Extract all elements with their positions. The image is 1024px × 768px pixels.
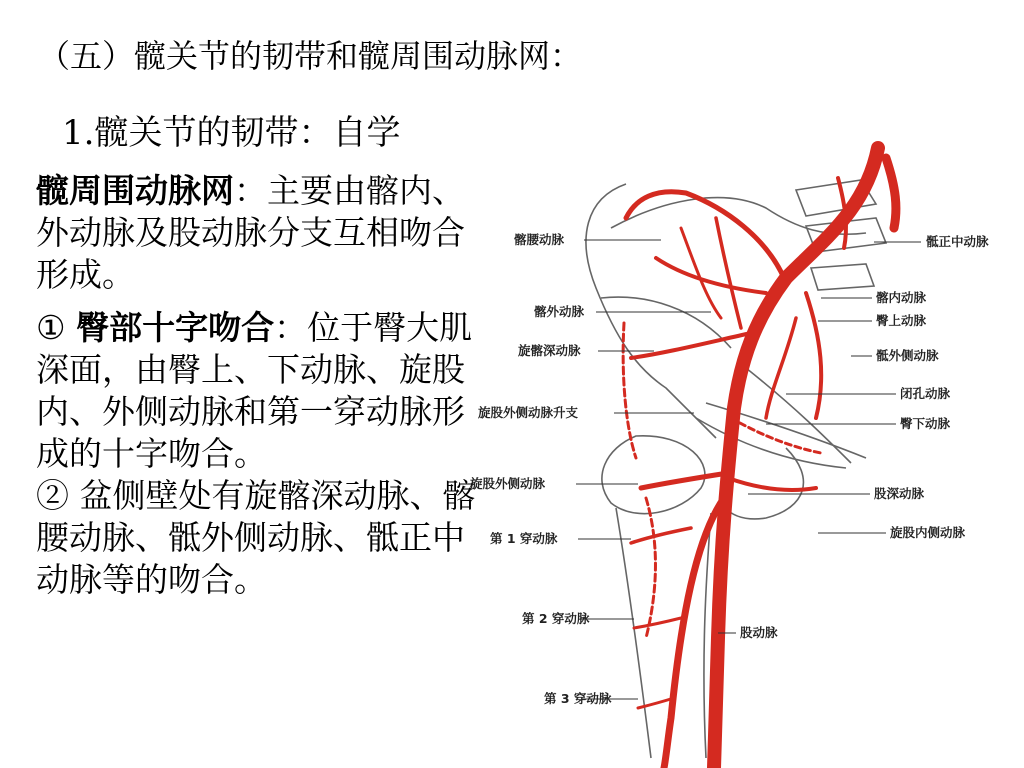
network-paragraph (36, 170, 478, 296)
slide-subtitle: 1.髋关节的韧带：自学 (62, 113, 401, 153)
sacrum-segment-2 (811, 264, 874, 290)
iliac-crest-outline (586, 184, 716, 438)
slide-title: （五）髋关节的韧带和髋周围动脉网： (38, 37, 583, 75)
femoral-head-outline (602, 436, 705, 514)
label-perforating-3: 第 3 穿动脉 (544, 691, 612, 706)
label-superior-gluteal: 臀上动脉 (876, 313, 927, 328)
label-internal-iliac: 髂内动脉 (876, 290, 927, 305)
label-lateral-circumflex: 旋股外侧动脉 (470, 476, 546, 491)
label-perforating-2: 第 2 穿动脉 (522, 611, 590, 626)
bone-outlines (586, 180, 886, 758)
network-colon: ： (234, 171, 267, 210)
ligament-line-2 (696, 418, 846, 468)
item2-marker: ② (36, 476, 69, 515)
item2-paragraph (36, 475, 478, 601)
label-lateral-circumflex-ascending: 旋股外侧动脉升支 (478, 405, 579, 420)
network-text: 主要由髂内、外动脉及股动脉分支互相吻合形成。 (36, 171, 465, 294)
item1-marker: ① (36, 308, 66, 347)
item1-colon: ： (274, 308, 308, 347)
superior-gluteal-branch (806, 293, 821, 418)
label-inferior-gluteal: 臀下动脉 (900, 416, 951, 431)
label-femoral: 股动脉 (740, 625, 778, 640)
arteries (623, 148, 896, 768)
item2-text: 盆侧壁处有旋髂深动脉、髂腰动脉、骶外侧动脉、骶正中动脉等的吻合。 (36, 476, 476, 599)
label-median-sacral: 骶正中动脉 (926, 234, 989, 249)
item1-heading: 臀部十字吻合 (76, 308, 275, 347)
label-perforating-1: 第 1 穿动脉 (490, 531, 558, 546)
label-external-iliac: 髂外动脉 (534, 304, 585, 319)
anastomosis-dashed-1 (623, 323, 636, 458)
label-deep-femoral: 股深动脉 (874, 486, 925, 501)
anastomosis-dashed-2 (646, 498, 655, 638)
perforating-branch-2 (634, 618, 681, 628)
label-lateral-sacral: 骶外侧动脉 (876, 348, 939, 363)
label-deep-circumflex-iliac: 旋髂深动脉 (518, 343, 581, 358)
item1-text: 位于臀大肌深面，由臀上、下动脉、旋股内、外侧动脉和第一穿动脉形成的十字吻合。 (36, 308, 473, 473)
hip-artery-illustration (466, 118, 1024, 768)
body-text (36, 170, 478, 601)
network-heading: 髋周围动脉网 (36, 171, 234, 210)
label-obturator: 闭孔动脉 (900, 386, 951, 401)
common-iliac-femoral-artery (714, 148, 878, 768)
lateral-circumflex-branch (641, 473, 728, 488)
inferior-gluteal-branch (766, 318, 796, 418)
internal-iliac-trunk (886, 158, 896, 228)
perforating-branch-1 (631, 528, 691, 543)
deep-circumflex-iliac-branch (631, 333, 751, 358)
item1-paragraph (36, 307, 478, 475)
label-medial-circumflex: 旋股内侧动脉 (890, 525, 966, 540)
external-iliac-branch (656, 258, 766, 293)
gluteal-branch-a (716, 218, 741, 328)
label-iliolumbar: 髂腰动脉 (514, 232, 565, 247)
hip-artery-diagram (466, 118, 1024, 768)
